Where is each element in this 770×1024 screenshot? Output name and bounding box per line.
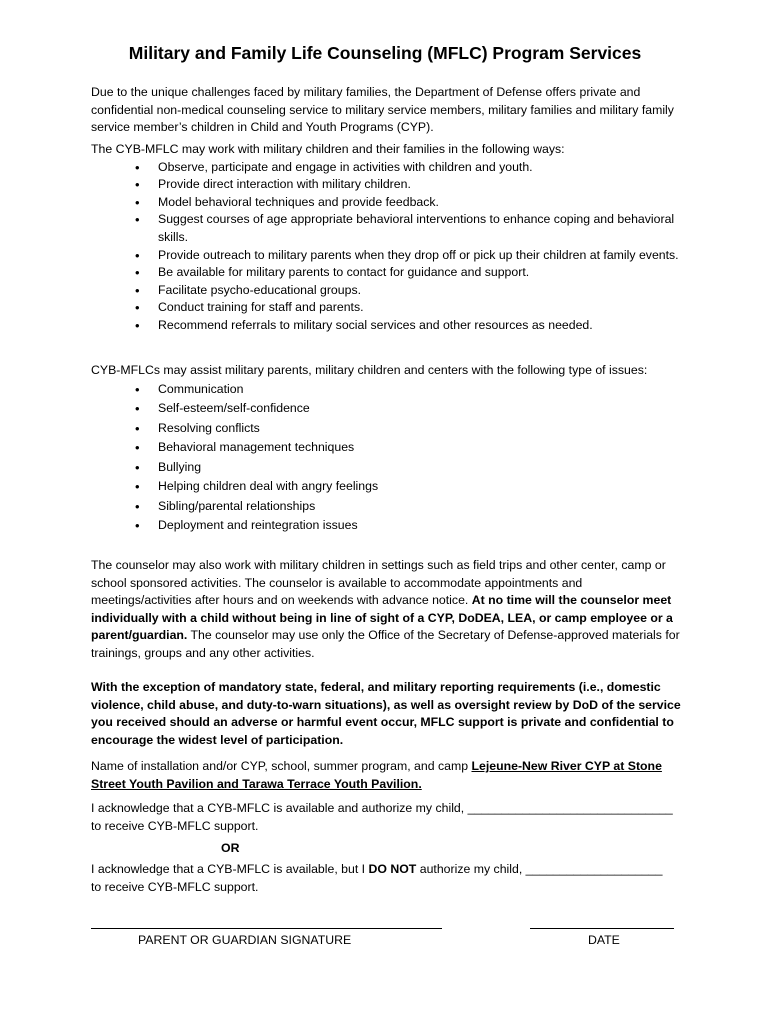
installation-paragraph [91, 758, 681, 793]
or-label: OR [221, 841, 240, 855]
list-item: • Facilitate psycho-educational groups. [91, 282, 681, 300]
list-item: • Provide outreach to military parents when they drop off or pick up their children at family events. [91, 247, 681, 265]
list-item: • Behavioral management techniques [91, 438, 681, 458]
settings-bold-statement: At no time will the counselor meet individually with a child without being in line of sight of a CYP, DoDEA, LEA, or camp employee or a parent/guardian. [91, 593, 673, 643]
intro-paragraph [91, 84, 681, 137]
not-authorize-prefix: I acknowledge that a CYB-MFLC is available, but I [91, 862, 369, 876]
list-item: • Sibling/parental relationships [91, 497, 681, 517]
signature-line[interactable] [91, 928, 442, 929]
settings-text [91, 557, 681, 663]
ways-list [91, 159, 681, 335]
list-item: • Communication [91, 380, 681, 400]
signature-label: PARENT OR GUARDIAN SIGNATURE [138, 933, 352, 947]
not-authorize-paragraph [91, 861, 681, 896]
exception-text: With the exception of mandatory state, federal, and military reporting requirements (i.e., domestic violence, child abuse, and duty-to-warn situations), as well as oversight review by DoD of the service you received should an adverse or harmful event occur, MFLC support is private and confidential to encourage the widest level of participation. [91, 680, 681, 747]
list-item: • Be available for military parents to contact for guidance and support. [91, 264, 681, 282]
ways-intro: The CYB-MFLC may work with military children and their families in the following ways: [91, 142, 565, 156]
date-label: DATE [588, 933, 620, 947]
exception-paragraph [91, 679, 681, 749]
not-authorize-rest: authorize my child, ____________________ [416, 862, 663, 876]
list-item: • Conduct training for staff and parents. [91, 299, 681, 317]
document-title: Military and Family Life Counseling (MFLC) Program Services [128, 43, 642, 63]
installation-label: Name of installation and/or CYP, school, summer program, and camp [91, 759, 472, 773]
list-item: • Deployment and reintegration issues [91, 516, 681, 536]
settings-text-1: The counselor may also work with military children in settings such as field trips and other center, camp or school sponsored activities. The counselor is available to accommodate appointments and meetings/activities after hours and on weekends with advance notice. [91, 558, 666, 608]
issues-list [91, 380, 681, 536]
issues-intro: CYB-MFLCs may assist military parents, military children and centers with the following type of issues: [91, 363, 648, 377]
authorize-suffix: to receive CYB-MFLC support. [91, 818, 259, 833]
not-authorize-text [91, 861, 681, 879]
list-item: • Provide direct interaction with military children. [91, 176, 681, 194]
issues-section [91, 362, 681, 536]
list-item: • Helping children deal with angry feelings [91, 477, 681, 497]
list-item: • Resolving conflicts [91, 419, 681, 439]
ways-section [91, 141, 681, 335]
settings-paragraph [91, 557, 681, 663]
intro-text: Due to the unique challenges faced by military families, the Department of Defense offers private and confidential non-medical counseling service to military service members, military families and military family service member’s children in Child and Youth Programs (CYP). [91, 85, 674, 135]
installation-value: Lejeune-New River CYP at Stone Street Youth Pavilion and Tarawa Terrace Youth Pavilion. [91, 759, 662, 791]
list-item: • Bullying [91, 458, 681, 478]
do-not-emphasis: DO NOT [368, 862, 417, 876]
list-item: • Recommend referrals to military social services and other resources as needed. [91, 317, 681, 335]
list-item: • Self-esteem/self-confidence [91, 399, 681, 419]
list-item: • Model behavioral techniques and provide feedback. [91, 194, 681, 212]
not-authorize-suffix: to receive CYB-MFLC support. [91, 879, 259, 894]
authorize-text: I acknowledge that a CYB-MFLC is available and authorize my child, ______________________________ [91, 801, 673, 815]
installation-text [91, 758, 681, 793]
list-item: • Suggest courses of age appropriate behavioral interventions to enhance coping and behavioral skills. [91, 211, 681, 246]
list-item: • Observe, participate and engage in activities with children and youth. [91, 159, 681, 177]
authorize-paragraph [91, 800, 681, 835]
settings-text-2: The counselor may use only the Office of the Secretary of Defense-approved materials for trainings, groups and any other activities. [91, 628, 680, 660]
date-line[interactable] [530, 928, 674, 929]
